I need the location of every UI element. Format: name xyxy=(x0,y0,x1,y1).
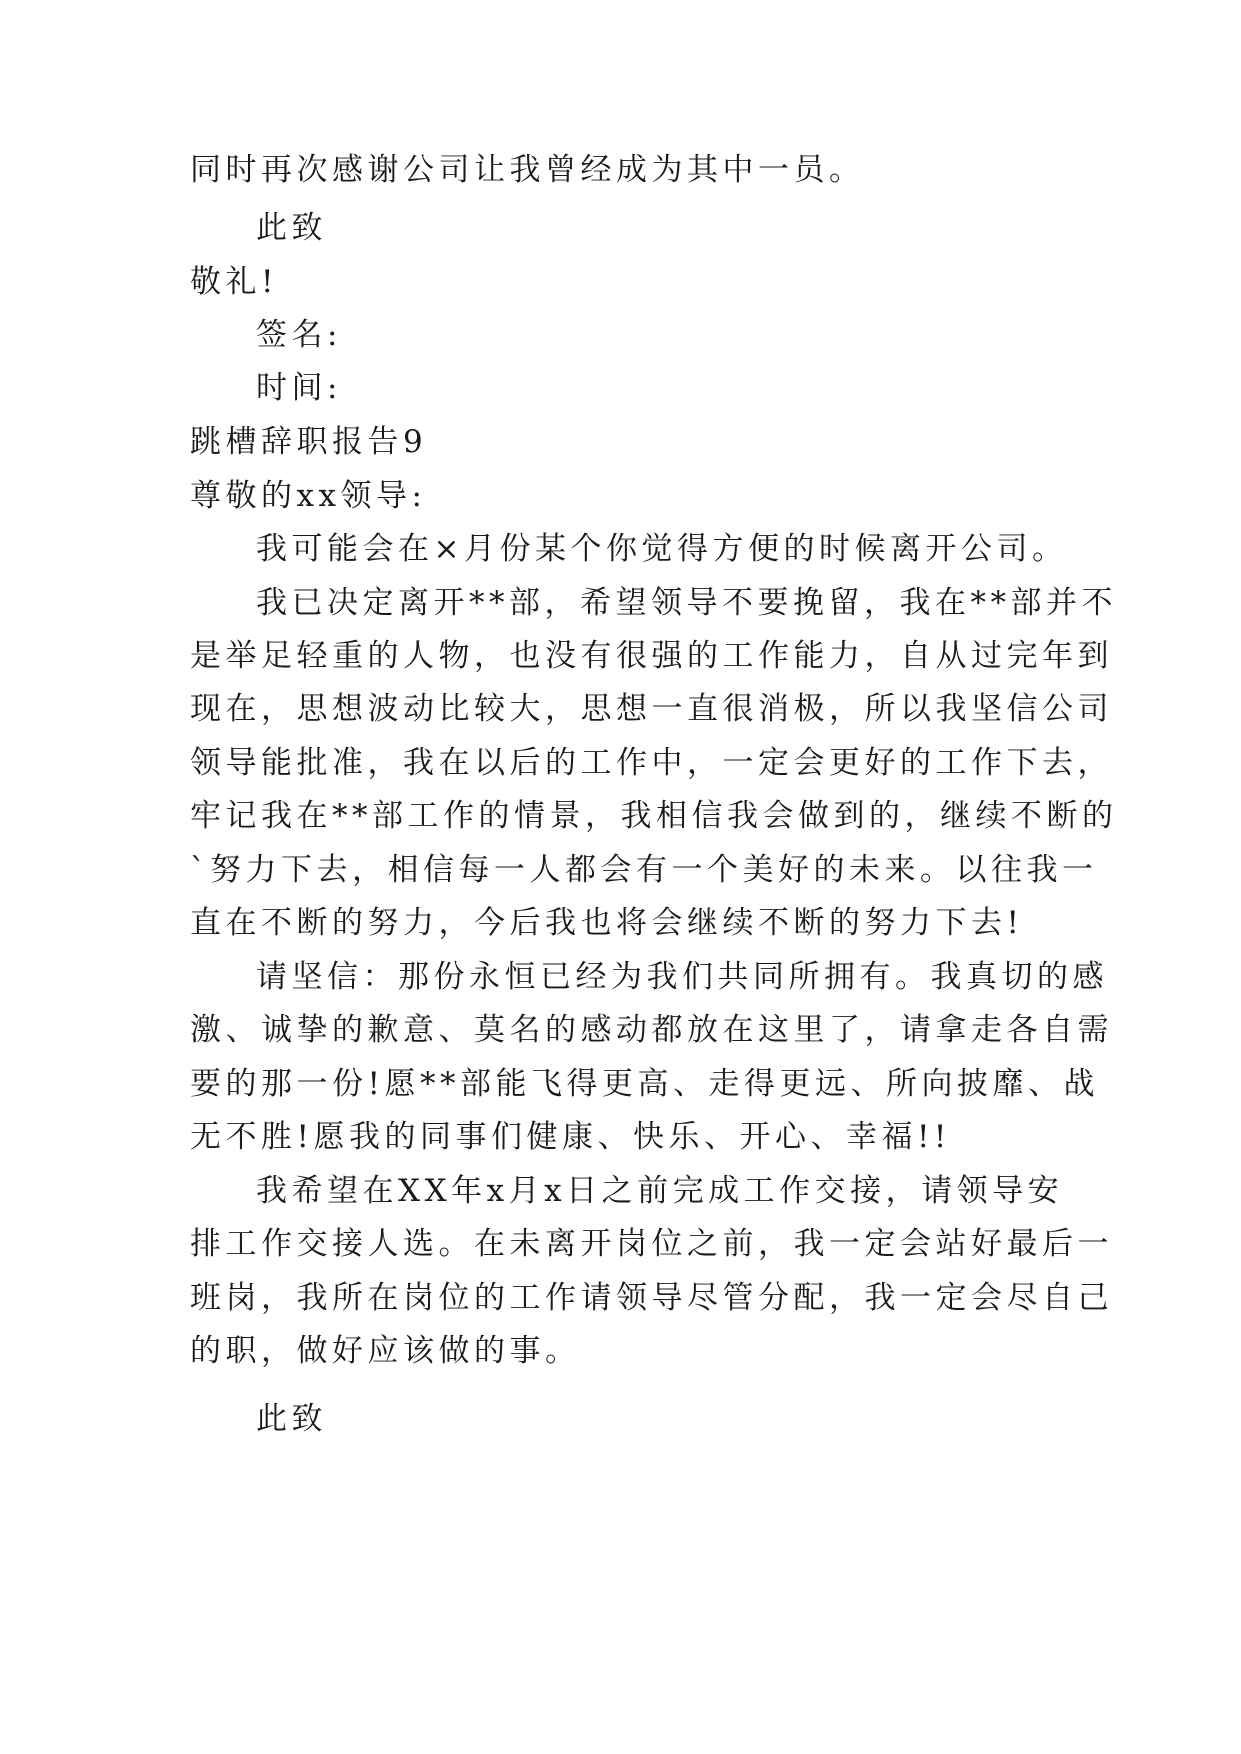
paragraph-line: 我可能会在×月份某个你觉得方便的时候离开公司。 xyxy=(256,531,1068,567)
salutation-cizhi-2: 此致 xyxy=(256,1401,327,1437)
date-label: 时间: xyxy=(256,370,342,406)
letter-greeting: 尊敬的xx领导: xyxy=(190,478,427,514)
paragraph-line: 激、诚挚的歉意、莫名的感动都放在这里了，请拿走各自需 xyxy=(190,1012,1113,1048)
paragraph-line: 牢记我在**部工作的情景，我相信我会做到的，继续不断的 xyxy=(190,798,1118,834)
paragraph-line: `努力下去，相信每一人都会有一个美好的未来。以往我一 xyxy=(190,852,1098,888)
section-heading: 跳槽辞职报告9 xyxy=(190,424,428,460)
paragraph-line: 我已决定离开**部，希望领导不要挽留，我在**部并不 xyxy=(256,585,1117,621)
paragraph-line: 我希望在XX年x月x日之前完成工作交接，请领导安 xyxy=(256,1173,1064,1209)
paragraph-line: 直在不断的努力，今后我也将会继续不断的努力下去! xyxy=(190,905,1024,941)
paragraph-line: 要的那一份!愿**部能飞得更高、走得更远、所向披靡、战 xyxy=(190,1066,1099,1102)
paragraph-line: 班岗，我所在岗位的工作请领导尽管分配，我一定会尽自己 xyxy=(190,1280,1113,1316)
paragraph-line: 现在，思想波动比较大，思想一直很消极，所以我坚信公司 xyxy=(190,691,1113,727)
closing-thanks-line: 同时再次感谢公司让我曾经成为其中一员。 xyxy=(190,152,865,188)
paragraph-line: 排工作交接人选。在未离开岗位之前，我一定会站好最后一 xyxy=(190,1226,1113,1262)
signature-label: 签名: xyxy=(256,317,342,353)
paragraph-line: 请坚信：那份永恒已经为我们共同所拥有。我真切的感 xyxy=(256,959,1108,995)
salutation-cizhi: 此致 xyxy=(256,210,327,246)
paragraph-line: 是举足轻重的人物，也没有很强的工作能力，自从过完年到 xyxy=(190,638,1113,674)
paragraph-line: 的职，做好应该做的事。 xyxy=(190,1333,581,1369)
paragraph-line: 领导能批准，我在以后的工作中，一定会更好的工作下去， xyxy=(190,745,1113,781)
paragraph-line: 无不胜!愿我的同事们健康、快乐、开心、幸福!! xyxy=(190,1119,951,1155)
salutation-jingli: 敬礼! xyxy=(190,264,278,300)
